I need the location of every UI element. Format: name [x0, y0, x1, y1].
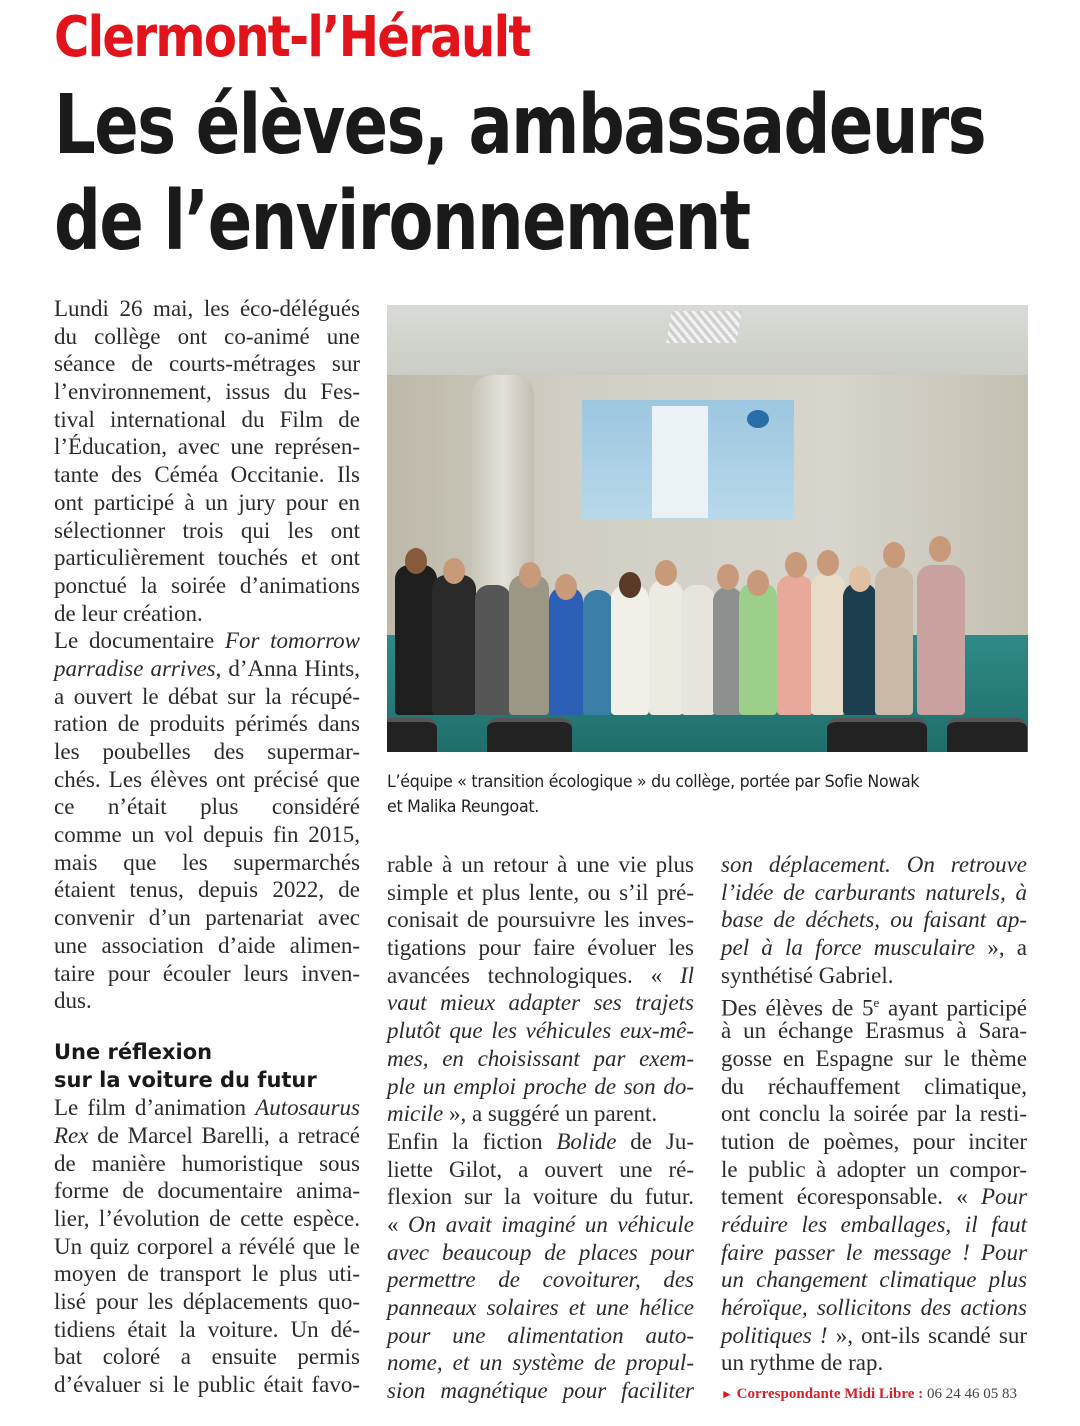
- quote: un changement climatique plus: [721, 1267, 1027, 1293]
- text-line: tival international du Film de: [54, 406, 360, 432]
- correspondent-label: Correspondante Midi Libre :: [736, 1386, 924, 1402]
- person-head: [519, 562, 541, 588]
- text-line: particulièrement touchés et ont: [54, 545, 360, 571]
- person: [875, 567, 913, 715]
- person: [475, 585, 511, 715]
- text-line: simple et plus lente, ou s’il pré-: [387, 879, 694, 905]
- quote: vaut mieux adapter ses trajets: [387, 990, 694, 1016]
- text-span: de Marcel Barelli, a retracé: [88, 1122, 360, 1148]
- quote: base de déchets, ou faisant ap-: [721, 907, 1027, 933]
- film-title: parradise arrives: [54, 655, 216, 681]
- text-line: [387, 1045, 694, 1073]
- text-line: [721, 1322, 1027, 1350]
- text-line: conisait de poursuivre les inves-: [387, 907, 694, 933]
- text-line: du réchauffement climatique,: [721, 1073, 1027, 1099]
- quote: héroïque, sollicitons des actions: [721, 1295, 1027, 1320]
- text-line: [387, 1239, 694, 1267]
- person-head: [555, 574, 577, 600]
- text-span: Le film d’animation: [54, 1095, 256, 1121]
- text-line: [387, 1100, 694, 1128]
- quote: micile: [387, 1101, 444, 1127]
- person: [681, 585, 715, 715]
- quote: mes, en choisissant par exem-: [387, 1045, 694, 1071]
- article-column-3: [721, 851, 1027, 1377]
- text-line: tigations pour faire évoluer les: [387, 935, 694, 961]
- subhead-line-2: sur la voiture du futur: [54, 1067, 317, 1092]
- person-head: [817, 550, 839, 576]
- text-line: forme de documentaire anima-: [54, 1178, 360, 1204]
- text-span: », a: [975, 935, 1027, 961]
- group-of-people: [387, 500, 1028, 715]
- film-title: Bolide: [556, 1128, 617, 1154]
- quote: pel à la force musculaire: [721, 935, 976, 961]
- photo-ceiling-vent: [666, 311, 742, 343]
- person: [432, 575, 476, 715]
- caption-line-2: et Malika Reungoat.: [387, 797, 540, 817]
- text-line: ce n’était plus considéré: [54, 794, 360, 820]
- person-head: [619, 572, 641, 598]
- text-line: lier, l’évolution de cette espèce.: [54, 1206, 360, 1231]
- quote: faire passer le message ! Pour: [721, 1239, 1027, 1265]
- chair: [387, 718, 437, 752]
- text-line: [387, 1349, 694, 1377]
- text-span: Le documentaire: [54, 628, 225, 654]
- text-span: », a suggéré un parent.: [443, 1101, 658, 1127]
- text-line: [721, 934, 1027, 962]
- text-line: [387, 1294, 694, 1322]
- correspondent-phone: 06 24 46 05 83: [923, 1386, 1017, 1402]
- person: [583, 590, 613, 715]
- person-head: [849, 566, 871, 592]
- person: [549, 587, 583, 715]
- arrow-right-icon: ►: [721, 1387, 733, 1401]
- quote: Pour: [981, 1184, 1027, 1210]
- text-line: d’évaluer si le public était favo-: [54, 1372, 360, 1398]
- text-line: mais que les supermarchés: [54, 849, 360, 875]
- text-line: un rythme de rap.: [721, 1350, 884, 1376]
- text-line: du collège ont co-animé une: [54, 323, 360, 349]
- quote: avec beaucoup de places pour: [387, 1239, 694, 1265]
- text-line: flexion sur la voiture du futur.: [387, 1184, 694, 1210]
- film-title: For tomorrow: [224, 628, 361, 654]
- text-line: lisé pour les déplacements quo-: [54, 1289, 360, 1315]
- text-line: [721, 851, 1027, 879]
- quote: sion magnétique pour faciliter: [387, 1378, 694, 1404]
- text-line: convenir d’un partenariat avec: [54, 905, 360, 931]
- headline: [54, 78, 985, 270]
- headline-line-2: de l’environnement: [54, 174, 750, 269]
- caption-line-1: L’équipe « transition écologique » du collège, portée par Sofie Nowak: [387, 772, 920, 792]
- spacer: [54, 1015, 360, 1039]
- text-line: l’environnement, issus du Fes-: [54, 379, 360, 405]
- text-line: tidiens était la voiture. Un dé-: [54, 1316, 360, 1342]
- quote: politiques !: [721, 1322, 828, 1348]
- text-span: ayant participé: [879, 996, 1027, 1022]
- text-span: », ont-ils scandé sur: [827, 1322, 1027, 1348]
- text-line: [721, 989, 1027, 1022]
- person: [917, 565, 965, 715]
- text-span: de Ju-: [616, 1128, 694, 1154]
- quote: On avait imaginé un véhicule: [408, 1211, 695, 1237]
- text-line: [54, 627, 360, 655]
- text-line: [387, 1073, 694, 1101]
- correspondent-signature: [721, 1384, 1017, 1404]
- person-head: [717, 564, 739, 590]
- text-line: synthétisé Gabriel.: [721, 962, 894, 988]
- text-line: [54, 1122, 360, 1150]
- photo-caption: [387, 770, 992, 820]
- quote: nome, et un système de propul-: [387, 1350, 694, 1376]
- text-line: chés. Les élèves ont précisé que: [54, 766, 360, 792]
- quote: son déplacement. On retrouve: [721, 852, 1027, 877]
- person-head: [655, 560, 677, 586]
- text-line: l’Éducation, avec une représen-: [54, 434, 360, 460]
- headline-line-1: Les élèves, ambassadeurs: [54, 78, 986, 173]
- article-column-2: [387, 851, 694, 1405]
- text-line: étaient tenus, depuis 2022, de: [54, 877, 360, 903]
- superscript: e: [873, 995, 880, 1011]
- text-line: [54, 1094, 360, 1122]
- text-line: liette Gilot, a ouvert une ré-: [387, 1156, 694, 1182]
- text-line: [721, 1211, 1027, 1239]
- text-line: a ouvert le débat sur la récupé-: [54, 683, 360, 709]
- text-line: ration de produits périmés dans: [54, 711, 360, 737]
- text-line: les poubelles des supermar-: [54, 739, 360, 764]
- text-line: dus.: [54, 988, 92, 1014]
- person: [395, 565, 437, 715]
- person-head: [747, 570, 769, 596]
- text-line: taire pour écouler leurs inven-: [54, 960, 360, 986]
- chair: [827, 718, 927, 752]
- text-line: rable à un retour à une vie plus: [387, 852, 694, 877]
- text-line: de leur création.: [54, 600, 203, 626]
- person-head: [405, 548, 427, 574]
- film-title: Autosaurus: [255, 1095, 360, 1121]
- text-line: ont conclu la soirée par la resti-: [721, 1101, 1027, 1127]
- text-line: [387, 1377, 694, 1405]
- text-line: comme un vol depuis fin 2015,: [54, 822, 360, 848]
- text-line: [721, 1183, 1027, 1211]
- subhead-line-1: Une réflexion: [54, 1039, 213, 1064]
- text-line: [387, 1017, 694, 1045]
- text-span: Enfin la fiction: [387, 1128, 557, 1154]
- section-subhead: [54, 1039, 360, 1094]
- quote: plutôt que les véhicules eux-mê-: [387, 1018, 694, 1044]
- text-line: [721, 1294, 1027, 1322]
- group-photo: [387, 305, 1028, 752]
- text-line: [387, 1128, 694, 1156]
- text-line: de manière humoristique sous: [54, 1150, 360, 1176]
- text-line: gosse en Espagne sur le thème: [721, 1045, 1027, 1071]
- person-head: [785, 552, 807, 578]
- text-line: [387, 1266, 694, 1294]
- text-line: [721, 1239, 1027, 1267]
- text-line: Lundi 26 mai, les éco-délégués: [54, 296, 360, 321]
- quote: panneaux solaires et une hélice: [387, 1295, 694, 1320]
- text-line: Un quiz corporel a révélé que le: [54, 1233, 360, 1259]
- text-span: «: [387, 1211, 409, 1237]
- text-line: séance de courts-métrages sur: [54, 351, 360, 377]
- quote: l’idée de carburants naturels, à: [721, 879, 1027, 905]
- person: [777, 575, 813, 715]
- text-line: ponctué la soirée d’animations: [54, 572, 360, 598]
- text-line: [387, 1322, 694, 1350]
- text-line: [721, 1266, 1027, 1294]
- quote: ple un emploi proche de son do-: [387, 1073, 694, 1099]
- text-line: sélectionner trois qui les ont: [54, 517, 360, 543]
- chair: [947, 718, 1027, 752]
- person-head: [929, 536, 951, 562]
- text-span: , d’Anna Hints,: [215, 655, 360, 681]
- text-line: une association d’aide alimen-: [54, 932, 360, 958]
- text-span: tement écoresponsable. «: [721, 1184, 981, 1210]
- text-span: Des élèves de 5: [721, 996, 874, 1022]
- quote: réduire les emballages, il faut: [721, 1211, 1027, 1237]
- person: [843, 583, 877, 715]
- text-line: [54, 655, 360, 683]
- person: [739, 583, 777, 715]
- text-line: [721, 879, 1027, 907]
- text-line: tution de poèmes, pour inciter: [721, 1128, 1027, 1154]
- text-line: à un échange Erasmus à Sara-: [721, 1018, 1027, 1044]
- text-span: avancées technologiques. «: [387, 962, 680, 988]
- text-line: [387, 962, 694, 990]
- person: [649, 580, 683, 715]
- text-line: le public à adopter un compor-: [721, 1156, 1027, 1182]
- article-column-1: [54, 295, 360, 1399]
- location-kicker: Clermont-l’Hérault: [54, 5, 530, 70]
- text-line: bat coloré a ensuite permis: [54, 1344, 360, 1370]
- text-line: tante des Céméa Occitanie. Ils: [54, 462, 360, 488]
- quote: permettre de covoiturer, des: [387, 1267, 694, 1293]
- quote: Il: [679, 962, 694, 988]
- person-head: [883, 542, 905, 568]
- text-line: moyen de transport le plus uti-: [54, 1261, 360, 1287]
- person-head: [443, 558, 465, 584]
- text-line: ont participé à un jury pour en: [54, 489, 360, 515]
- quote: pour une alimentation auto-: [387, 1322, 694, 1348]
- text-line: [721, 906, 1027, 934]
- projected-globe-icon: [747, 410, 769, 428]
- text-line: [387, 1211, 694, 1239]
- film-title: Rex: [54, 1122, 89, 1148]
- person: [611, 585, 649, 715]
- person: [811, 573, 845, 715]
- person: [509, 575, 549, 715]
- text-line: [387, 989, 694, 1017]
- chair: [487, 718, 572, 752]
